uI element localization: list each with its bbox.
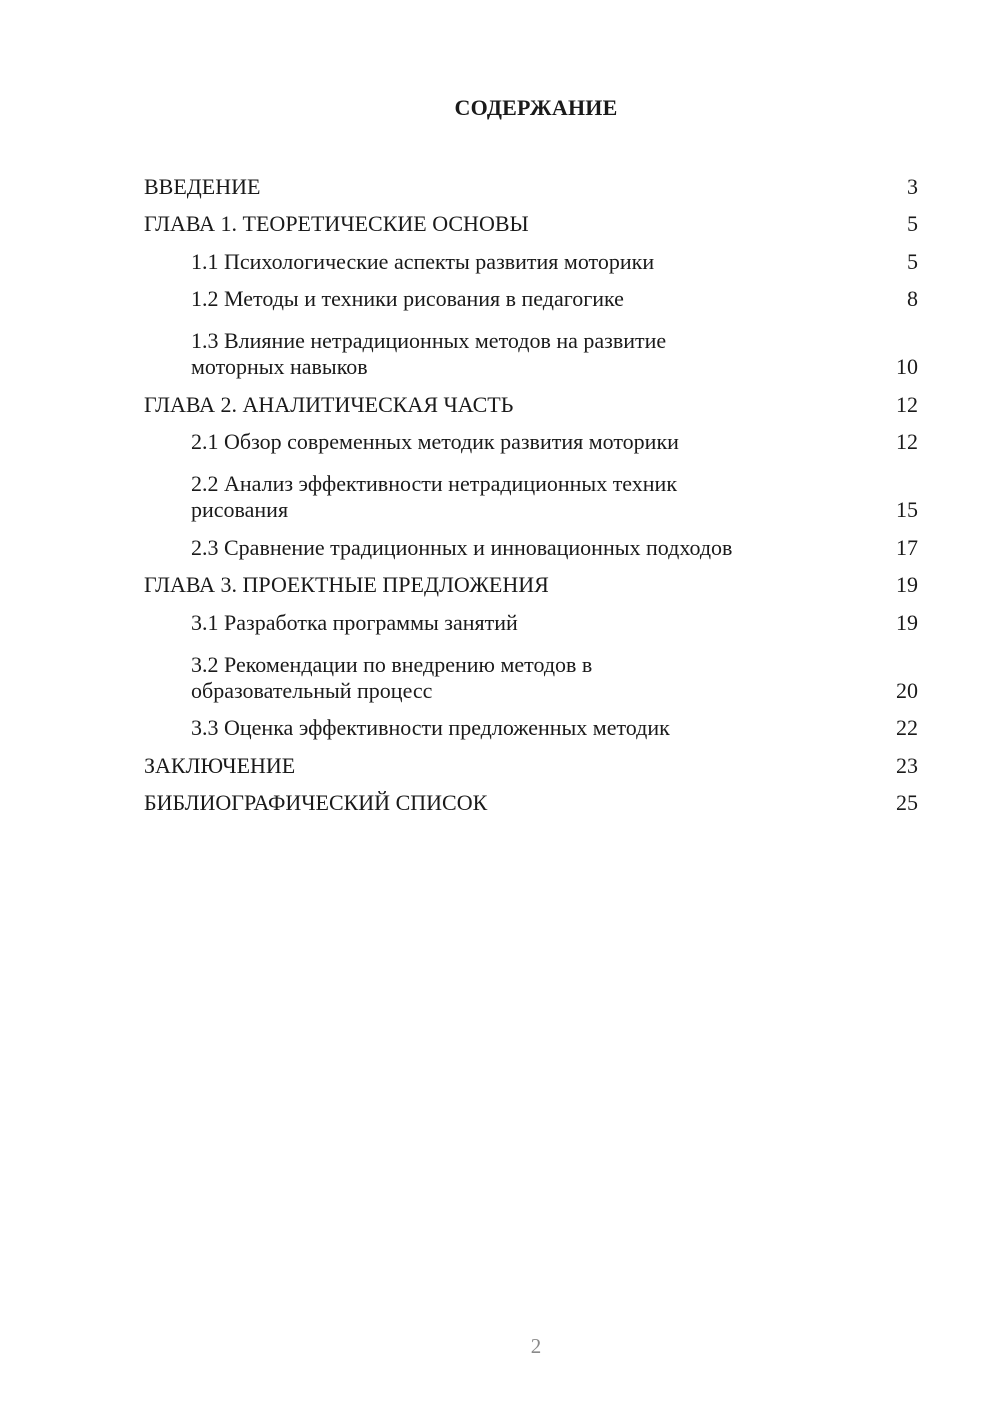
toc-entry-page: 15: [896, 497, 918, 522]
toc-entry-label: 1.2 Методы и техники рисования в педагогике: [191, 286, 624, 312]
toc-entry-label: ГЛАВА 3. ПРОЕКТНЫЕ ПРЕДЛОЖЕНИЯ: [144, 572, 549, 598]
toc-entry-label: БИБЛИОГРАФИЧЕСКИЙ СПИСОК: [144, 790, 488, 816]
toc-entry-chapter-1[interactable]: [144, 206, 918, 244]
toc-entry-label: 2.2 Анализ эффективности нетрадиционных техник рисования: [191, 471, 678, 522]
page-number: 2: [530, 1334, 542, 1358]
toc-entry-section-2-2[interactable]: [144, 465, 918, 529]
toc-entry-section-1-1[interactable]: [144, 243, 918, 281]
toc-entry-page: 3: [907, 173, 918, 199]
toc-entry-label: 3.1 Разработка программы занятий: [191, 609, 518, 635]
toc-entry-page: 5: [907, 248, 918, 274]
toc-entry-label: 3.3 Оценка эффективности предложенных методик: [191, 715, 670, 741]
toc-entry-section-1-2[interactable]: [144, 281, 918, 319]
toc-entry-section-3-1[interactable]: [144, 604, 918, 642]
toc-entry-section-2-3[interactable]: [144, 529, 918, 567]
toc-entry-section-1-3[interactable]: [144, 322, 918, 386]
toc-entry-introduction[interactable]: [144, 168, 918, 206]
toc-entry-page: 20: [896, 677, 918, 703]
toc-entry-label: 2.1 Обзор современных методик развития моторики: [191, 429, 679, 455]
toc-entry-label: 2.3 Сравнение традиционных и инновационных подходов: [191, 534, 733, 560]
table-of-contents: [144, 168, 918, 822]
toc-entry-label: ВВЕДЕНИЕ: [144, 173, 261, 199]
toc-entry-page: 5: [907, 211, 918, 237]
toc-entry-page: 12: [896, 429, 918, 455]
toc-entry-page: 23: [896, 752, 918, 778]
toc-entry-section-3-2[interactable]: [144, 646, 918, 710]
toc-entry-label: ГЛАВА 2. АНАЛИТИЧЕСКАЯ ЧАСТЬ: [144, 391, 514, 417]
toc-title: СОДЕРЖАНИЕ: [454, 95, 618, 120]
toc-entry-label: 1.3 Влияние нетрадиционных методов на развитие моторных навыков: [191, 328, 667, 379]
toc-entry-label: ГЛАВА 1. ТЕОРЕТИЧЕСКИЕ ОСНОВЫ: [144, 211, 529, 237]
toc-entry-label: 1.1 Психологические аспекты развития моторики: [191, 248, 655, 274]
toc-entry-chapter-2[interactable]: [144, 386, 918, 424]
toc-entry-section-3-3[interactable]: [144, 710, 918, 748]
toc-entry-page: 25: [896, 790, 918, 816]
toc-entry-page: 19: [896, 609, 918, 635]
toc-entry-page: 12: [896, 391, 918, 417]
toc-entry-label: 3.2 Рекомендации по внедрению методов в образовательный процесс: [191, 651, 593, 703]
toc-entry-page: 8: [907, 286, 918, 312]
toc-entry-chapter-3[interactable]: [144, 567, 918, 605]
toc-entry-page: 17: [896, 534, 918, 560]
toc-entry-bibliography[interactable]: [144, 785, 918, 823]
toc-entry-page: 10: [896, 354, 918, 379]
toc-entry-section-2-1[interactable]: [144, 424, 918, 462]
toc-entry-label: ЗАКЛЮЧЕНИЕ: [144, 752, 296, 778]
toc-entry-conclusion[interactable]: [144, 747, 918, 785]
toc-entry-page: 19: [896, 572, 918, 598]
toc-entry-page: 22: [896, 715, 918, 741]
